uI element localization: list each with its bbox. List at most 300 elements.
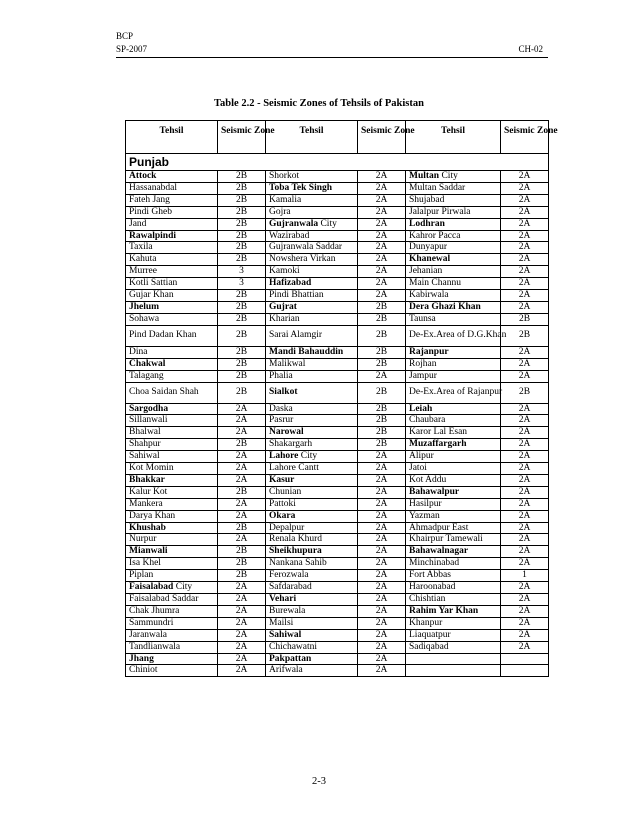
zone-cell: 2A bbox=[358, 230, 406, 242]
tehsil-cell bbox=[406, 474, 501, 486]
tehsil-cell bbox=[266, 558, 358, 570]
tehsil-name: Jalalpur Pirwala bbox=[409, 206, 471, 217]
tehsil-name: Mianwali bbox=[129, 546, 168, 557]
zone-cell: 2A bbox=[358, 182, 406, 194]
tehsil-cell bbox=[126, 194, 218, 206]
tehsil-cell bbox=[406, 534, 501, 546]
tehsil-name: Taxila bbox=[129, 242, 153, 253]
zone-cell: 2B bbox=[218, 382, 266, 403]
tehsil-cell bbox=[126, 594, 218, 606]
tehsil-cell bbox=[266, 415, 358, 427]
tehsil-cell bbox=[266, 534, 358, 546]
tehsil-cell bbox=[126, 641, 218, 653]
zone-cell: 2B bbox=[218, 242, 266, 254]
zone-cell: 2A bbox=[501, 594, 549, 606]
tehsil-name: Daska bbox=[269, 403, 293, 414]
zone-cell: 2B bbox=[218, 570, 266, 582]
tehsil-suffix: City bbox=[175, 582, 193, 593]
zone-cell: 2A bbox=[358, 665, 406, 677]
tehsil-name: Renala Khurd bbox=[269, 534, 323, 545]
zone-cell: 2A bbox=[218, 653, 266, 665]
tehsil-cell bbox=[126, 346, 218, 358]
zone-cell: 2A bbox=[358, 486, 406, 498]
tehsil-name: Attock bbox=[129, 171, 157, 181]
tehsil-cell bbox=[266, 510, 358, 522]
tehsil-name: Jatoi bbox=[409, 463, 427, 474]
tehsil-name: Wazirabad bbox=[269, 230, 310, 241]
tehsil-cell bbox=[266, 617, 358, 629]
zone-cell: 2A bbox=[501, 558, 549, 570]
tehsil-name: Narowal bbox=[269, 427, 304, 438]
zone-cell: 2A bbox=[358, 266, 406, 278]
table-row bbox=[126, 325, 549, 346]
table-row bbox=[126, 254, 549, 266]
tehsil-cell bbox=[406, 290, 501, 302]
table-row bbox=[126, 558, 549, 570]
tehsil-name: Jhelum bbox=[129, 301, 160, 312]
zone-cell: 2B bbox=[218, 546, 266, 558]
tehsil-cell bbox=[406, 451, 501, 463]
tehsil-name: Khanewal bbox=[409, 254, 451, 265]
tehsil-cell bbox=[126, 182, 218, 194]
zone-cell: 2A bbox=[218, 594, 266, 606]
tehsil-cell bbox=[266, 171, 358, 183]
zone-cell: 2B bbox=[218, 290, 266, 302]
tehsil-name: Sohawa bbox=[129, 313, 160, 324]
zone-cell: 2A bbox=[501, 605, 549, 617]
table-row bbox=[126, 346, 549, 358]
zone-cell: 2B bbox=[218, 254, 266, 266]
tehsil-name: Sillanwali bbox=[129, 415, 168, 426]
tehsil-name: Safdarabad bbox=[269, 582, 312, 593]
table-row bbox=[126, 218, 549, 230]
zone-cell: 2A bbox=[501, 266, 549, 278]
tehsil-cell bbox=[126, 254, 218, 266]
col-header-tehsil: Tehsil bbox=[406, 121, 501, 154]
tehsil-name: Malikwal bbox=[269, 358, 306, 369]
tehsil-name: Sarai Alamgir bbox=[269, 330, 323, 341]
tehsil-name: Mailsi bbox=[269, 617, 294, 628]
zone-cell: 2A bbox=[218, 451, 266, 463]
tehsil-cell bbox=[126, 278, 218, 290]
tehsil-name: Haroonabad bbox=[409, 582, 456, 593]
zone-cell: 2A bbox=[358, 171, 406, 183]
table-row bbox=[126, 594, 549, 606]
tehsil-cell bbox=[126, 629, 218, 641]
zone-cell: 2A bbox=[501, 629, 549, 641]
tehsil-cell bbox=[406, 641, 501, 653]
tehsil-cell bbox=[406, 510, 501, 522]
tehsil-name: Talagang bbox=[129, 370, 164, 381]
table-row bbox=[126, 313, 549, 325]
zone-cell: 2B bbox=[358, 415, 406, 427]
tehsil-cell bbox=[126, 463, 218, 475]
zone-cell: 2B bbox=[218, 522, 266, 534]
zone-cell: 2A bbox=[358, 278, 406, 290]
table-row bbox=[126, 629, 549, 641]
tehsil-name: Sahiwal bbox=[129, 451, 160, 462]
tehsil-cell bbox=[406, 301, 501, 313]
tehsil-cell bbox=[126, 605, 218, 617]
table-row bbox=[126, 534, 549, 546]
zone-cell: 2A bbox=[358, 474, 406, 486]
tehsil-cell bbox=[266, 403, 358, 415]
zone-cell: 2A bbox=[501, 230, 549, 242]
table-row bbox=[126, 546, 549, 558]
zone-cell: 2A bbox=[358, 617, 406, 629]
tehsil-suffix: City bbox=[441, 171, 458, 181]
zone-cell: 2A bbox=[218, 534, 266, 546]
tehsil-name: Dina bbox=[129, 346, 148, 357]
tehsil-cell bbox=[406, 463, 501, 475]
zone-cell: 2B bbox=[218, 218, 266, 230]
tehsil-cell bbox=[266, 194, 358, 206]
tehsil-cell bbox=[266, 346, 358, 358]
zone-cell: 2B bbox=[218, 230, 266, 242]
tehsil-cell bbox=[266, 570, 358, 582]
zone-cell: 2A bbox=[501, 218, 549, 230]
table-row bbox=[126, 206, 549, 218]
zone-cell: 2B bbox=[358, 325, 406, 346]
zone-cell: 2A bbox=[501, 242, 549, 254]
tehsil-name: Sammundri bbox=[129, 617, 174, 628]
tehsil-name: Pasrur bbox=[269, 415, 294, 426]
tehsil-name: Chichawatni bbox=[269, 641, 318, 652]
zone-cell: 2A bbox=[358, 594, 406, 606]
table-row bbox=[126, 415, 549, 427]
tehsil-name: Main Channu bbox=[409, 278, 461, 289]
tehsil-name: Vehari bbox=[269, 594, 297, 604]
tehsil-cell bbox=[406, 522, 501, 534]
tehsil-name: Isa Khel bbox=[129, 558, 161, 569]
tehsil-name: Fort Abbas bbox=[409, 570, 451, 581]
tehsil-cell bbox=[126, 665, 218, 677]
tehsil-name: Lahore Cantt bbox=[269, 463, 319, 474]
tehsil-name: Pindi Bhattian bbox=[269, 290, 324, 301]
table-row bbox=[126, 641, 549, 653]
tehsil-cell bbox=[266, 451, 358, 463]
tehsil-name: Chishtian bbox=[409, 594, 446, 604]
zone-cell: 2B bbox=[358, 427, 406, 439]
tehsil-cell bbox=[406, 254, 501, 266]
tehsil-cell bbox=[266, 278, 358, 290]
tehsil-cell bbox=[406, 358, 501, 370]
tehsil-cell bbox=[126, 439, 218, 451]
col-header-tehsil: Tehsil bbox=[266, 121, 358, 154]
tehsil-cell bbox=[126, 653, 218, 665]
tehsil-name: Bahawalpur bbox=[409, 486, 460, 497]
tehsil-cell bbox=[406, 230, 501, 242]
tehsil-name: Nurpur bbox=[129, 534, 157, 545]
table-row bbox=[126, 570, 549, 582]
tehsil-name: Taunsa bbox=[409, 313, 436, 324]
tehsil-name: Kotli Sattian bbox=[129, 278, 178, 289]
tehsil-cell bbox=[266, 582, 358, 594]
tehsil-name: Choa Saidan Shah bbox=[129, 387, 199, 397]
section-title: Punjab bbox=[126, 154, 549, 171]
tehsil-cell bbox=[406, 617, 501, 629]
zone-cell: 2B bbox=[501, 313, 549, 325]
tehsil-cell bbox=[406, 182, 501, 194]
zone-cell: 2B bbox=[218, 358, 266, 370]
zone-cell: 2B bbox=[218, 486, 266, 498]
tehsil-cell bbox=[406, 382, 501, 403]
tehsil-cell bbox=[126, 382, 218, 403]
tehsil-cell bbox=[126, 451, 218, 463]
zone-cell: 2A bbox=[501, 641, 549, 653]
tehsil-name: Dera Ghazi Khan bbox=[409, 301, 481, 312]
zone-cell: 2A bbox=[218, 498, 266, 510]
tehsil-name: Faisalabad bbox=[129, 582, 174, 593]
tehsil-cell bbox=[266, 313, 358, 325]
zone-cell: 2B bbox=[218, 325, 266, 346]
tehsil-name: Bhalwal bbox=[129, 427, 161, 438]
tehsil-cell bbox=[266, 605, 358, 617]
tehsil-name: Hasilpur bbox=[409, 498, 442, 509]
tehsil-cell bbox=[266, 301, 358, 313]
tehsil-name: Tandlianwala bbox=[129, 641, 181, 652]
tehsil-name: Lahore bbox=[269, 451, 299, 462]
zone-cell: 2A bbox=[358, 451, 406, 463]
tehsil-cell bbox=[126, 266, 218, 278]
zone-cell: 2B bbox=[218, 206, 266, 218]
zone-cell: 2A bbox=[501, 370, 549, 382]
col-header-tehsil: Tehsil bbox=[126, 121, 218, 154]
tehsil-name: Shakargarh bbox=[269, 439, 313, 450]
zone-cell: 2A bbox=[218, 605, 266, 617]
zone-cell: 2A bbox=[358, 498, 406, 510]
zone-cell: 2A bbox=[218, 415, 266, 427]
tehsil-name: Yazman bbox=[409, 510, 440, 521]
zone-cell: 2B bbox=[358, 301, 406, 313]
table-row bbox=[126, 665, 549, 677]
tehsil-cell bbox=[266, 474, 358, 486]
table-row bbox=[126, 510, 549, 522]
table-row bbox=[126, 427, 549, 439]
tehsil-name: Jhang bbox=[129, 653, 154, 664]
zone-cell: 2A bbox=[501, 206, 549, 218]
header-chapter: CH-02 bbox=[518, 44, 543, 54]
tehsil-name: Murree bbox=[129, 266, 157, 277]
header-rule bbox=[116, 57, 548, 58]
tehsil-name: Faisalabad Saddar bbox=[129, 594, 199, 604]
header-doc-year: SP-2007 bbox=[116, 44, 148, 54]
zone-cell: 2A bbox=[218, 665, 266, 677]
zone-cell: 2A bbox=[218, 427, 266, 439]
zone-cell: 2A bbox=[501, 427, 549, 439]
zone-cell: 3 bbox=[218, 278, 266, 290]
table-row bbox=[126, 194, 549, 206]
zone-cell: 2A bbox=[358, 254, 406, 266]
tehsil-cell bbox=[126, 301, 218, 313]
tehsil-suffix: City bbox=[320, 218, 337, 229]
table-row bbox=[126, 370, 549, 382]
tehsil-name: Arifwala bbox=[269, 665, 303, 676]
tehsil-cell bbox=[266, 498, 358, 510]
table-row bbox=[126, 498, 549, 510]
tehsil-name: Gujranwala Saddar bbox=[269, 242, 343, 253]
tehsil-cell bbox=[406, 605, 501, 617]
zone-cell: 2B bbox=[218, 439, 266, 451]
tehsil-name: Leiah bbox=[409, 403, 433, 414]
tehsil-cell bbox=[406, 558, 501, 570]
tehsil-cell bbox=[406, 194, 501, 206]
tehsil-cell bbox=[126, 206, 218, 218]
zone-cell: 2A bbox=[501, 617, 549, 629]
tehsil-name: Kamalia bbox=[269, 194, 302, 205]
tehsil-cell bbox=[126, 534, 218, 546]
tehsil-cell bbox=[266, 486, 358, 498]
zone-cell: 2B bbox=[218, 171, 266, 183]
tehsil-name: Jehanian bbox=[409, 266, 443, 277]
zone-cell: 2A bbox=[501, 439, 549, 451]
col-header-zone: Seismic Zone bbox=[501, 121, 549, 154]
zone-cell: 2A bbox=[218, 617, 266, 629]
tehsil-name: Kot Addu bbox=[409, 474, 447, 485]
tehsil-cell bbox=[266, 206, 358, 218]
tehsil-name: Chaubara bbox=[409, 415, 446, 426]
tehsil-cell bbox=[406, 278, 501, 290]
zone-cell: 2A bbox=[501, 278, 549, 290]
zone-cell: 2A bbox=[218, 641, 266, 653]
zone-cell: 2A bbox=[358, 218, 406, 230]
section-row bbox=[126, 154, 549, 171]
zone-cell: 2B bbox=[358, 403, 406, 415]
tehsil-cell bbox=[406, 594, 501, 606]
tehsil-name: Dunyapur bbox=[409, 242, 447, 253]
tehsil-cell bbox=[266, 382, 358, 403]
tehsil-cell bbox=[406, 665, 501, 677]
tehsil-cell bbox=[126, 230, 218, 242]
tehsil-cell bbox=[266, 463, 358, 475]
tehsil-cell bbox=[266, 254, 358, 266]
tehsil-suffix: City bbox=[300, 451, 318, 462]
tehsil-cell bbox=[406, 653, 501, 665]
tehsil-cell bbox=[126, 474, 218, 486]
header-doc-code: BCP bbox=[116, 31, 134, 41]
zone-cell: 2A bbox=[501, 182, 549, 194]
tehsil-cell bbox=[406, 439, 501, 451]
tehsil-cell bbox=[406, 313, 501, 325]
tehsil-cell bbox=[406, 486, 501, 498]
table-row bbox=[126, 582, 549, 594]
zone-cell: 2A bbox=[358, 194, 406, 206]
zone-cell: 2A bbox=[358, 463, 406, 475]
page-number: 2-3 bbox=[312, 776, 326, 787]
tehsil-cell bbox=[126, 325, 218, 346]
tehsil-name: Muzaffargarh bbox=[409, 439, 467, 450]
tehsil-cell bbox=[266, 427, 358, 439]
tehsil-name: Khairpur Tamewali bbox=[409, 534, 483, 545]
zone-cell: 2A bbox=[501, 403, 549, 415]
zone-cell: 2A bbox=[501, 498, 549, 510]
tehsil-cell bbox=[126, 510, 218, 522]
zone-cell: 2A bbox=[501, 171, 549, 183]
tehsil-cell bbox=[266, 594, 358, 606]
tehsil-cell bbox=[406, 325, 507, 346]
table-row bbox=[126, 522, 549, 534]
tehsil-cell bbox=[126, 486, 218, 498]
tehsil-name: De-Ex.Area of Rajanpur bbox=[409, 387, 503, 397]
table-row bbox=[126, 653, 549, 665]
zone-cell: 2B bbox=[218, 182, 266, 194]
table-row bbox=[126, 358, 549, 370]
zone-cell: 1 bbox=[501, 570, 549, 582]
tehsil-cell bbox=[406, 242, 501, 254]
tehsil-name: Lodhran bbox=[409, 218, 445, 229]
tehsil-cell bbox=[126, 546, 218, 558]
tehsil-name: Jand bbox=[129, 218, 147, 229]
table-header-row bbox=[126, 121, 549, 154]
tehsil-cell bbox=[406, 498, 501, 510]
tehsil-name: Rahim Yar Khan bbox=[409, 605, 479, 616]
tehsil-cell bbox=[406, 570, 501, 582]
tehsil-cell bbox=[266, 653, 358, 665]
zone-cell: 2A bbox=[501, 194, 549, 206]
tehsil-cell bbox=[406, 171, 501, 183]
tehsil-name: Bahawalnagar bbox=[409, 546, 469, 557]
tehsil-name: Minchinabad bbox=[409, 558, 460, 569]
zone-cell: 2A bbox=[501, 582, 549, 594]
tehsil-name: Kasur bbox=[269, 474, 295, 485]
tehsil-cell bbox=[406, 266, 501, 278]
tehsil-name: Rajanpur bbox=[409, 346, 449, 357]
tehsil-name: Gojra bbox=[269, 206, 291, 217]
tehsil-cell bbox=[266, 230, 358, 242]
tehsil-name: Pattoki bbox=[269, 498, 296, 509]
tehsil-cell bbox=[266, 522, 358, 534]
zone-cell: 2A bbox=[501, 510, 549, 522]
tehsil-cell bbox=[126, 617, 218, 629]
zone-cell: 2A bbox=[501, 546, 549, 558]
zone-cell: 2B bbox=[218, 370, 266, 382]
tehsil-name: Gujar Khan bbox=[129, 290, 174, 301]
tehsil-cell bbox=[406, 546, 501, 558]
zone-cell: 2A bbox=[501, 451, 549, 463]
zone-cell: 2B bbox=[358, 358, 406, 370]
zone-cell: 2B bbox=[218, 313, 266, 325]
zone-cell: 2A bbox=[358, 605, 406, 617]
zone-cell: 2A bbox=[501, 522, 549, 534]
col-header-zone: Seismic Zone bbox=[358, 121, 406, 154]
zone-cell: 2A bbox=[501, 486, 549, 498]
tehsil-cell bbox=[406, 206, 501, 218]
table-row bbox=[126, 171, 549, 183]
zone-cell: 2A bbox=[218, 474, 266, 486]
tehsil-cell bbox=[126, 403, 218, 415]
table-row bbox=[126, 182, 549, 194]
table-row bbox=[126, 463, 549, 475]
tehsil-cell bbox=[406, 403, 501, 415]
table-row bbox=[126, 382, 549, 403]
tehsil-cell bbox=[266, 266, 358, 278]
tehsil-cell bbox=[126, 290, 218, 302]
seismic-zones-table bbox=[125, 120, 558, 677]
zone-cell: 2B bbox=[218, 558, 266, 570]
zone-cell: 2B bbox=[501, 325, 549, 346]
zone-cell: 2A bbox=[501, 415, 549, 427]
tehsil-name: Shorkot bbox=[269, 171, 300, 181]
zone-cell: 2B bbox=[218, 301, 266, 313]
table-row bbox=[126, 301, 549, 313]
tehsil-name: Kahuta bbox=[129, 254, 157, 265]
tehsil-name: Liaquatpur bbox=[409, 629, 451, 640]
tehsil-name: Depalpur bbox=[269, 522, 305, 533]
zone-cell: 2A bbox=[218, 463, 266, 475]
tehsil-name: De-Ex.Area of D.G.Khan bbox=[409, 330, 507, 341]
tehsil-cell bbox=[126, 498, 218, 510]
table-row bbox=[126, 605, 549, 617]
